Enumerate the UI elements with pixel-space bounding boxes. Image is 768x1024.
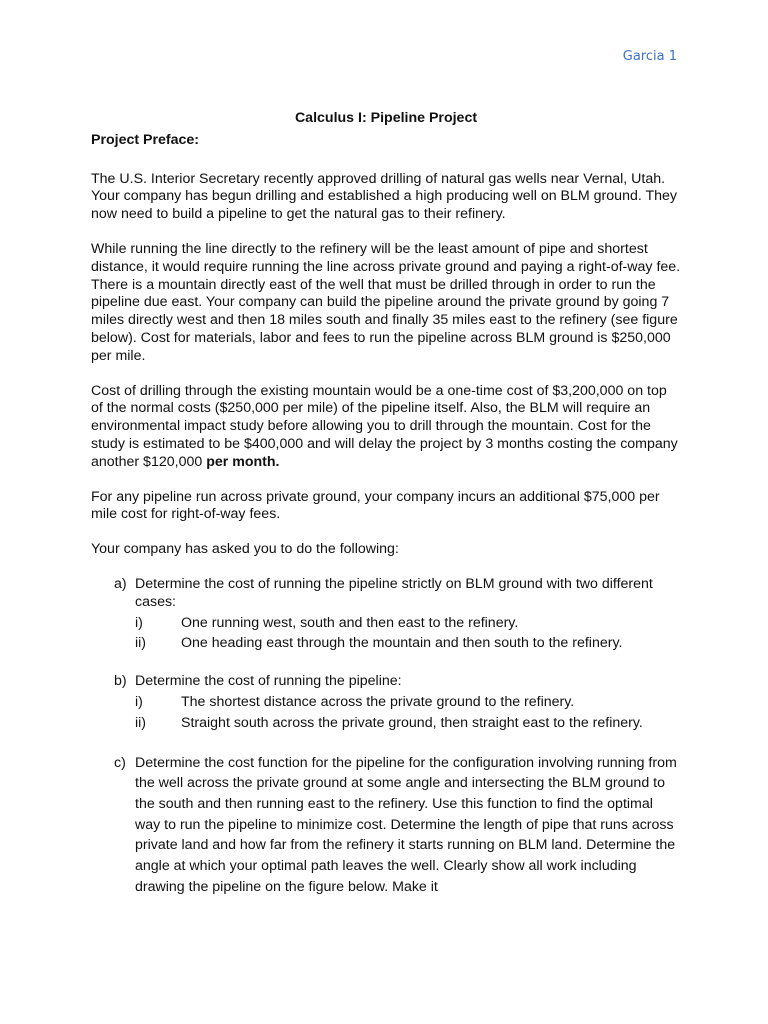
task-a-i-text: One running west, south and then east to the refinery. bbox=[181, 614, 519, 631]
task-list bbox=[91, 576, 681, 898]
task-text-b: Determine the cost of running the pipeline: bbox=[135, 673, 402, 690]
paragraph-route: While running the line directly to the refinery will be the least amount of pipe and shortest distance, it would require running the line across private ground and paying a right-of-way fee. There is a mountain directly east of the well that must be drilled through in order to run the pipeline due east. Your company can build the pipeline around the private ground by going 7 miles directly west and then 18 miles south and finally 35 miles east to the refinery (see figure below). Cost for materials, labor and fees to run the pipeline across BLM ground is $250,000 per mile. bbox=[91, 240, 681, 364]
task-a-ii-text: One heading east through the mountain and then south to the refinery. bbox=[181, 635, 623, 652]
document-title: Calculus I: Pipeline Project bbox=[294, 110, 478, 126]
task-label-a: a) bbox=[114, 575, 127, 592]
task-a-sublist bbox=[135, 615, 681, 654]
paragraph-tasks-intro: Your company has asked you to do the following: bbox=[91, 541, 399, 558]
paragraph-intro: The U.S. Interior Secretary recently approved drilling of natural gas wells near Vernal, Utah. Your company has begun drilling and established a high producing well on BLM ground. They now need to build a pipeline to get the natural gas to their refinery. bbox=[91, 170, 678, 223]
task-item-c bbox=[91, 753, 681, 898]
task-label-c: c) bbox=[114, 754, 126, 771]
page-header-label: Garcia 1 bbox=[622, 49, 677, 64]
task-b-sublist bbox=[135, 694, 681, 733]
task-text-a: Determine the cost of running the pipeline strictly on BLM ground with two different cases: bbox=[135, 575, 653, 610]
task-b-i bbox=[135, 694, 681, 712]
task-b-i-text: The shortest distance across the private ground to the refinery. bbox=[181, 693, 575, 710]
task-a-i-label: i) bbox=[135, 614, 143, 631]
paragraph-right-of-way: For any pipeline run across private ground, your company incurs an additional $75,000 per mile cost for right-of-way fees. bbox=[91, 488, 660, 523]
task-b-ii-label: ii) bbox=[135, 714, 147, 731]
paragraph-mountain-cost bbox=[91, 383, 681, 472]
document-body bbox=[91, 110, 681, 917]
task-a-ii-label: ii) bbox=[135, 635, 147, 652]
paragraph-mountain-text: Cost of drilling through the existing mountain would be a one-time cost of $3,200,000 on top of the normal costs ($250,000 per mile) of the pipeline itself. Also, the BLM will require an environmental impact study before allowing you to drill through the mountain. Cost for the study is estimated to be $400,000 and will delay the project by 3 months costing the company another $120,000 bbox=[91, 382, 678, 470]
task-a-i bbox=[135, 615, 681, 633]
task-b-ii-text: Straight south across the private ground, then straight east to the refinery. bbox=[181, 714, 643, 731]
task-b-i-label: i) bbox=[135, 693, 143, 710]
task-item-b bbox=[91, 673, 681, 732]
paragraph-mountain-bold: per month. bbox=[206, 453, 280, 470]
task-a-ii bbox=[135, 635, 681, 653]
preface-heading: Project Preface: bbox=[91, 131, 200, 148]
task-label-b: b) bbox=[114, 673, 127, 690]
task-b-ii bbox=[135, 715, 681, 733]
task-item-a bbox=[91, 576, 681, 653]
task-text-c: Determine the cost function for the pipeline for the configuration involving running from the well across the private ground at some angle and intersecting the BLM ground to the south and then running east to the refinery. Use this function to find the optimal way to run the pipeline to minimize cost. Determine the length of pipe that runs across private land and how far from the refinery it starts running on BLM land. Determine the angle at which your optimal path leaves the well. Clearly show all work including drawing the pipeline on the figure below. Make it bbox=[135, 754, 677, 895]
